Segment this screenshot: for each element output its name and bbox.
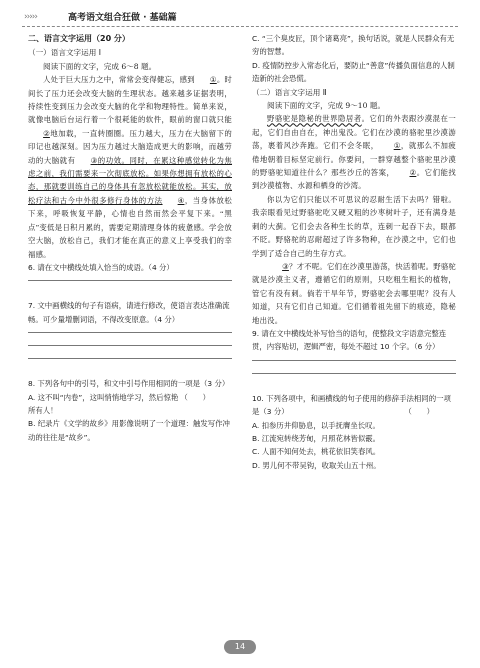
question-8-text: 8. 下列各句中的引号，和文中引号作用相同的一项是（3 分） [28, 379, 230, 389]
passage-2-text-b: ，就那么不加疲倦地朝着目标坚定前行。你要问，一群穿越整个骆驼里沙漠的野骆驼知道往什么？那些沙丘的答案， [252, 141, 456, 178]
answer-lines-7 [28, 332, 232, 371]
passage-1-text-e: ，当身体放松下来，呼吸恢复平静，心情也自然而然会平复下来。“黑点”变低是日积月累的，需要定期清理身体的疲惫感。学会放空大脑，放松自己，我们才能在真正的意义上享受我们的幸福感。 [28, 195, 233, 259]
option-8a: A. 这不叫“内卷”，这叫悄悄地学习，然后惊艳所有人！ [28, 392, 179, 415]
answer-line[interactable] [252, 360, 456, 373]
answer-paren-10[interactable]: （ ） [404, 407, 434, 417]
blank-3: ③ [90, 155, 98, 165]
answer-lines-9 [252, 360, 456, 386]
option-10b: B. 江流宛转绕芳甸，月照花林皆似霰。 [252, 433, 381, 443]
option-10c: C. 人面不知何处去，桃花依旧笑春风。 [252, 447, 381, 457]
page-number: 14 [224, 640, 256, 654]
blank-r1: ① [393, 141, 401, 151]
answer-line[interactable] [28, 332, 232, 345]
page-header [22, 8, 458, 28]
section-title: 二、语言文字运用（20 分） [28, 34, 130, 43]
answer-line[interactable] [252, 373, 456, 386]
option-8d: D. 疫情防控步入常态化后，要防止“善意”传播负面信息的人制造新的社会恐慌。 [252, 60, 455, 84]
passage-2-text-a: 。它们的外表跟沙漠混在一起，它们自由自在，神出鬼没。它们在沙漠的骆驼里沙漠游荡，裹着风沙奔跑。它们不会冬眠， [252, 114, 457, 151]
instruction-1: 阅读下面的文字，完成 6～8 题。 [43, 61, 157, 71]
option-8b: B. 纪录片《文学的故乡》用影像说明了一个道理：触发写作冲动的往往是“故乡”。 [28, 419, 230, 442]
question-10-text: 10. 下列各项中，和画横线的句子使用的修辞手法相同的一项是（3 分） [252, 393, 451, 417]
subsection-title-1: （一）语言文字运用 Ⅰ [28, 48, 101, 58]
question-6: 6. 请在文中横线处填入恰当的成语。（4 分） [28, 262, 174, 272]
blank-1: ① [209, 75, 217, 85]
option-10a: A. 扣参历井仰胁息，以手抚膺坐长叹。 [252, 420, 380, 430]
blank-4: ④ [177, 195, 185, 205]
question-10 [252, 392, 456, 419]
instruction-2: 阅读下面的文字，完成 9～10 题。 [267, 101, 386, 111]
passage-2-para-2: 你以为它们只能以不可思议的忍耐生活下去吗？错啦。我亲眼看见过野骆驼吃又硬又粗的沙枣树叶子，还有满身是刺的大蓟。它们会去各种生长的草，连刺一起吞下去，眼都不眨。野骆驼的忍耐超过了许多物种，在沙漠之中，它们也学到了适合自己的生存方式。 [252, 194, 456, 258]
question-9: 9. 请在文中横线处补写恰当的语句，使整段文字语意完整连贯，内容贴切，逻辑严密，每处不超过 10 个字。（6 分） [252, 328, 447, 352]
passage-1-text-d: 因为压力越过大脑造成更大的影响，而越劳动的大脑就有 [28, 142, 232, 165]
answer-line[interactable] [28, 358, 232, 371]
passage-1-text-c: 地加载，一直转圈圈。压力越大，压力在大脑留下的印记也越深刻。 [28, 128, 232, 152]
passage-2-text-d: ？才不呢。它们在沙漠里游荡，快活着呢。野骆驼就是沙漠主义者，遵循它们的原则，只吃粗生粗长的植物，管它有没有刺。倘若干旱年节，野骆驼会去哪里呢？没有人知道，只有它们自己知道。它们循着祖先留下的痕迹，隐秘地出没。 [252, 261, 456, 325]
passage-2 [252, 112, 456, 327]
option-8c: C. “三个臭皮匠，顶个诸葛亮”，换句话说，就是人民群众有无穷的智慧。 [252, 34, 455, 57]
answer-line[interactable] [28, 345, 232, 358]
right-column [252, 32, 456, 472]
passage-2-text-c: 。它们能找到沙漠植物、水源和栖身的沙湾。 [252, 168, 456, 191]
subsection-title-2: （二）语言文字运用 Ⅱ [252, 87, 327, 97]
header-arrows-icon: ››››› [24, 12, 37, 22]
answer-line[interactable] [28, 280, 232, 293]
blank-r3: ③ [282, 261, 289, 271]
underlined-sentence: 的功效。同时，在累这种感觉转化为焦虑之前，我们需要来一次彻底放松。如果你想拥有放松的心态，那就要训练自己的身体具有忽放松就能放松。其实，放松疗法和古今中外很多修行身体的方法 [28, 155, 233, 205]
option-10d: D. 男儿何不带吴钩，收取关山五十州。 [252, 460, 381, 470]
wavy-underlined-sentence: 野骆驼是隐秘的世界隐居者 [267, 114, 362, 124]
passage-1-text-b: 。时间长了压力还会改变大脑的生理状态。越来越多证据表明，持续性变到压力会改变大脑的化学和物理特性。简单来说，就像电脑后台运行着一个很耗能的软件，眼前的窗口就只能 [28, 75, 233, 125]
blank-r2: ② [409, 168, 417, 178]
question-8 [28, 377, 232, 402]
left-column [28, 32, 232, 444]
passage-1-text-a: 人处于巨大压力之中，常常会变得健忘，感到 [43, 75, 195, 85]
passage-1 [28, 73, 232, 261]
header-divider [22, 26, 458, 27]
question-7: 7. 文中画横线的句子有语病，请进行修改，使语言表达准确流畅。可少量增删词语，不得改变原意。（4 分） [28, 301, 230, 324]
answer-paren-8[interactable]: （ ） [180, 392, 210, 402]
answer-lines-6 [28, 280, 232, 293]
header-title: 高考语文组合狂做 · 基础篇 [68, 13, 177, 23]
blank-2: ② [43, 128, 50, 138]
